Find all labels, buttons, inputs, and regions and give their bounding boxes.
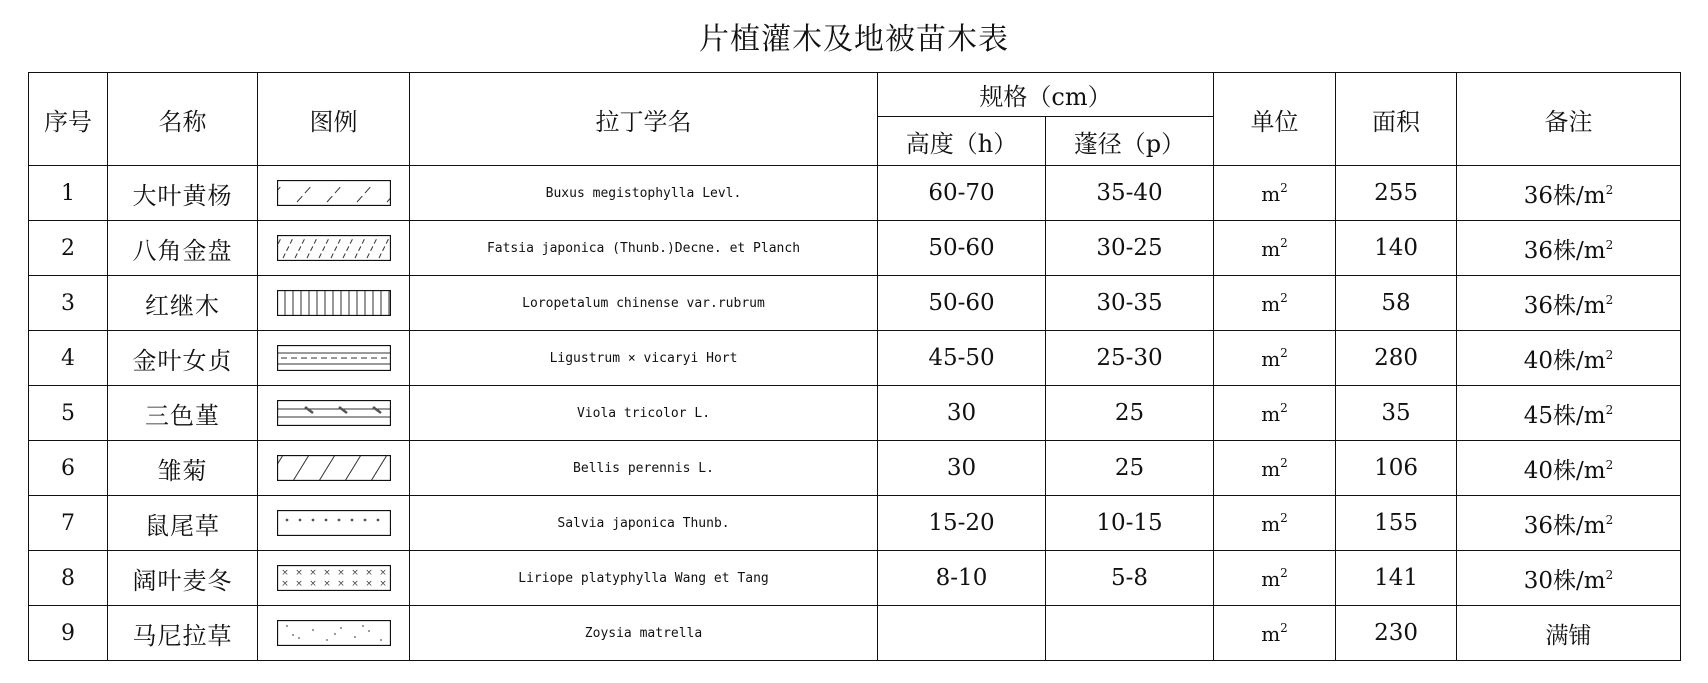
note-value: 36株/m [1523, 512, 1606, 539]
latin-name: Liriope platyphylla Wang et Tang [410, 551, 878, 606]
note-superscript: 2 [1605, 457, 1614, 472]
latin-name: Ligustrum × vicaryi Hort [410, 331, 878, 386]
latin-name: Zoysia matrella [410, 606, 878, 661]
area-value: 58 [1336, 276, 1457, 331]
legend-cell [258, 386, 410, 441]
plant-name: 马尼拉草 [108, 606, 258, 661]
unit-cell [1214, 276, 1336, 331]
table-body [29, 166, 1681, 661]
svg-text:×: × [280, 568, 289, 578]
height-value: 45-50 [878, 331, 1046, 386]
area-value: 35 [1336, 386, 1457, 441]
unit-cell [1214, 386, 1336, 441]
plant-name: 大叶黄杨 [108, 166, 258, 221]
row-index: 3 [29, 276, 108, 331]
svg-text:×: × [280, 579, 289, 589]
height-value: 8-10 [878, 551, 1046, 606]
legend-cell [258, 441, 410, 496]
area-value: 140 [1336, 221, 1457, 276]
legend-cell [258, 606, 410, 661]
svg-text:×: × [378, 568, 387, 578]
unit-value: m [1261, 236, 1281, 261]
svg-text:×: × [294, 568, 303, 578]
unit-value: m [1261, 456, 1281, 481]
row-index: 8 [29, 551, 108, 606]
unit-cell [1214, 606, 1336, 661]
svg-text:×: × [308, 568, 317, 578]
svg-text:×: × [350, 568, 359, 578]
latin-name: Salvia japonica Thunb. [410, 496, 878, 551]
height-value: 30 [878, 441, 1046, 496]
note-value: 36株/m [1523, 182, 1606, 209]
unit-superscript: 2 [1280, 510, 1288, 525]
dense-diagonal-dashes-icon [258, 235, 409, 261]
svg-text:×: × [364, 568, 373, 578]
note-superscript: 2 [1605, 237, 1614, 252]
height-value: 50-60 [878, 276, 1046, 331]
legend-cell [258, 221, 410, 276]
height-value [878, 606, 1046, 661]
note-superscript: 2 [1605, 347, 1614, 362]
note-value: 40株/m [1523, 457, 1606, 484]
unit-value: m [1261, 181, 1281, 206]
svg-text:×: × [336, 579, 345, 589]
height-value: 50-60 [878, 221, 1046, 276]
svg-text:×: × [350, 579, 359, 589]
header-latin-name: 拉丁学名 [410, 73, 878, 166]
header-legend: 图例 [258, 73, 410, 166]
legend-cell [258, 166, 410, 221]
plant-name: 八角金盘 [108, 221, 258, 276]
table-row [29, 276, 1681, 331]
horizontal-dashed-lines-icon [258, 345, 409, 371]
row-index: 7 [29, 496, 108, 551]
note-cell [1457, 606, 1681, 661]
plant-name: 雏菊 [108, 441, 258, 496]
header-note: 备注 [1457, 73, 1681, 166]
unit-cell [1214, 496, 1336, 551]
note-cell [1457, 551, 1681, 606]
header-spread: 蓬径（p） [1046, 117, 1214, 166]
unit-superscript: 2 [1280, 620, 1288, 635]
scattered-dots-icon [258, 620, 409, 646]
dotted-row-icon [258, 510, 409, 536]
area-value: 280 [1336, 331, 1457, 386]
unit-value: m [1261, 621, 1281, 646]
vertical-lines-icon [258, 290, 409, 316]
unit-cell [1214, 166, 1336, 221]
table-row [29, 386, 1681, 441]
spread-value [1046, 606, 1214, 661]
table-row [29, 441, 1681, 496]
plant-name: 鼠尾草 [108, 496, 258, 551]
latin-name: Fatsia japonica (Thunb.)Decne. et Planch [410, 221, 878, 276]
note-cell [1457, 441, 1681, 496]
note-superscript: 2 [1605, 512, 1614, 527]
legend-cell [258, 551, 410, 606]
note-value: 30株/m [1523, 567, 1606, 594]
note-superscript: 2 [1605, 292, 1614, 307]
unit-value: m [1261, 291, 1281, 316]
table-row [29, 606, 1681, 661]
area-value: 230 [1336, 606, 1457, 661]
svg-text:×: × [364, 579, 373, 589]
latin-name: Viola tricolor L. [410, 386, 878, 441]
spread-value: 25-30 [1046, 331, 1214, 386]
unit-superscript: 2 [1280, 345, 1288, 360]
header-unit: 单位 [1214, 73, 1336, 166]
height-value: 15-20 [878, 496, 1046, 551]
area-value: 106 [1336, 441, 1457, 496]
note-cell [1457, 386, 1681, 441]
note-value: 满铺 [1545, 622, 1592, 649]
unit-superscript: 2 [1280, 290, 1288, 305]
spread-value: 5-8 [1046, 551, 1214, 606]
svg-text:×: × [378, 579, 387, 589]
legend-cell [258, 331, 410, 386]
note-superscript: 2 [1605, 402, 1614, 417]
latin-name: Bellis perennis L. [410, 441, 878, 496]
unit-cell [1214, 551, 1336, 606]
note-value: 36株/m [1523, 292, 1606, 319]
row-index: 5 [29, 386, 108, 441]
plant-schedule-table [28, 72, 1681, 661]
area-value: 255 [1336, 166, 1457, 221]
header-index: 序号 [29, 73, 108, 166]
legend-cell [258, 276, 410, 331]
table-row [29, 331, 1681, 386]
plant-name: 三色堇 [108, 386, 258, 441]
unit-cell [1214, 331, 1336, 386]
unit-superscript: 2 [1280, 455, 1288, 470]
note-cell [1457, 221, 1681, 276]
unit-cell [1214, 221, 1336, 276]
unit-value: m [1261, 566, 1281, 591]
height-value: 30 [878, 386, 1046, 441]
unit-cell [1214, 441, 1336, 496]
row-index: 2 [29, 221, 108, 276]
wide-diagonal-dashes-icon [258, 180, 409, 206]
table-row [29, 166, 1681, 221]
header-name: 名称 [108, 73, 258, 166]
spread-value: 10-15 [1046, 496, 1214, 551]
unit-superscript: 2 [1280, 400, 1288, 415]
spread-value: 30-35 [1046, 276, 1214, 331]
note-value: 45株/m [1523, 402, 1606, 429]
table-row [29, 221, 1681, 276]
area-value: 141 [1336, 551, 1457, 606]
header-area: 面积 [1336, 73, 1457, 166]
plant-name: 金叶女贞 [108, 331, 258, 386]
unit-superscript: 2 [1280, 565, 1288, 580]
spread-value: 25 [1046, 441, 1214, 496]
row-index: 6 [29, 441, 108, 496]
note-value: 36株/m [1523, 237, 1606, 264]
unit-value: m [1261, 346, 1281, 371]
latin-name: Buxus megistophylla Levl. [410, 166, 878, 221]
row-index: 1 [29, 166, 108, 221]
svg-text:×: × [336, 568, 345, 578]
note-superscript: 2 [1605, 567, 1614, 582]
unit-superscript: 2 [1280, 180, 1288, 195]
svg-text:×: × [308, 579, 317, 589]
spread-value: 30-25 [1046, 221, 1214, 276]
cross-marks-icon [258, 565, 409, 591]
note-superscript: 2 [1605, 182, 1614, 197]
row-index: 9 [29, 606, 108, 661]
note-cell [1457, 331, 1681, 386]
plant-name: 阔叶麦冬 [108, 551, 258, 606]
table-row [29, 496, 1681, 551]
latin-name: Loropetalum chinense var.rubrum [410, 276, 878, 331]
svg-text:×: × [322, 579, 331, 589]
table-row [29, 551, 1681, 606]
legend-cell [258, 496, 410, 551]
header-height: 高度（h） [878, 117, 1046, 166]
horizontal-lines-hatched-marks-icon [258, 400, 409, 426]
svg-text:×: × [322, 568, 331, 578]
page-title: 片植灌木及地被苗木表 [699, 22, 1009, 57]
header-spec: 规格（cm） [878, 73, 1214, 117]
note-cell [1457, 276, 1681, 331]
spread-value: 25 [1046, 386, 1214, 441]
unit-value: m [1261, 401, 1281, 426]
note-cell [1457, 496, 1681, 551]
row-index: 4 [29, 331, 108, 386]
height-value: 60-70 [878, 166, 1046, 221]
wide-diagonal-lines-icon [258, 455, 409, 481]
note-cell [1457, 166, 1681, 221]
unit-superscript: 2 [1280, 235, 1288, 250]
spread-value: 35-40 [1046, 166, 1214, 221]
area-value: 155 [1336, 496, 1457, 551]
unit-value: m [1261, 511, 1281, 536]
svg-text:×: × [294, 579, 303, 589]
note-value: 40株/m [1523, 347, 1606, 374]
plant-name: 红继木 [108, 276, 258, 331]
